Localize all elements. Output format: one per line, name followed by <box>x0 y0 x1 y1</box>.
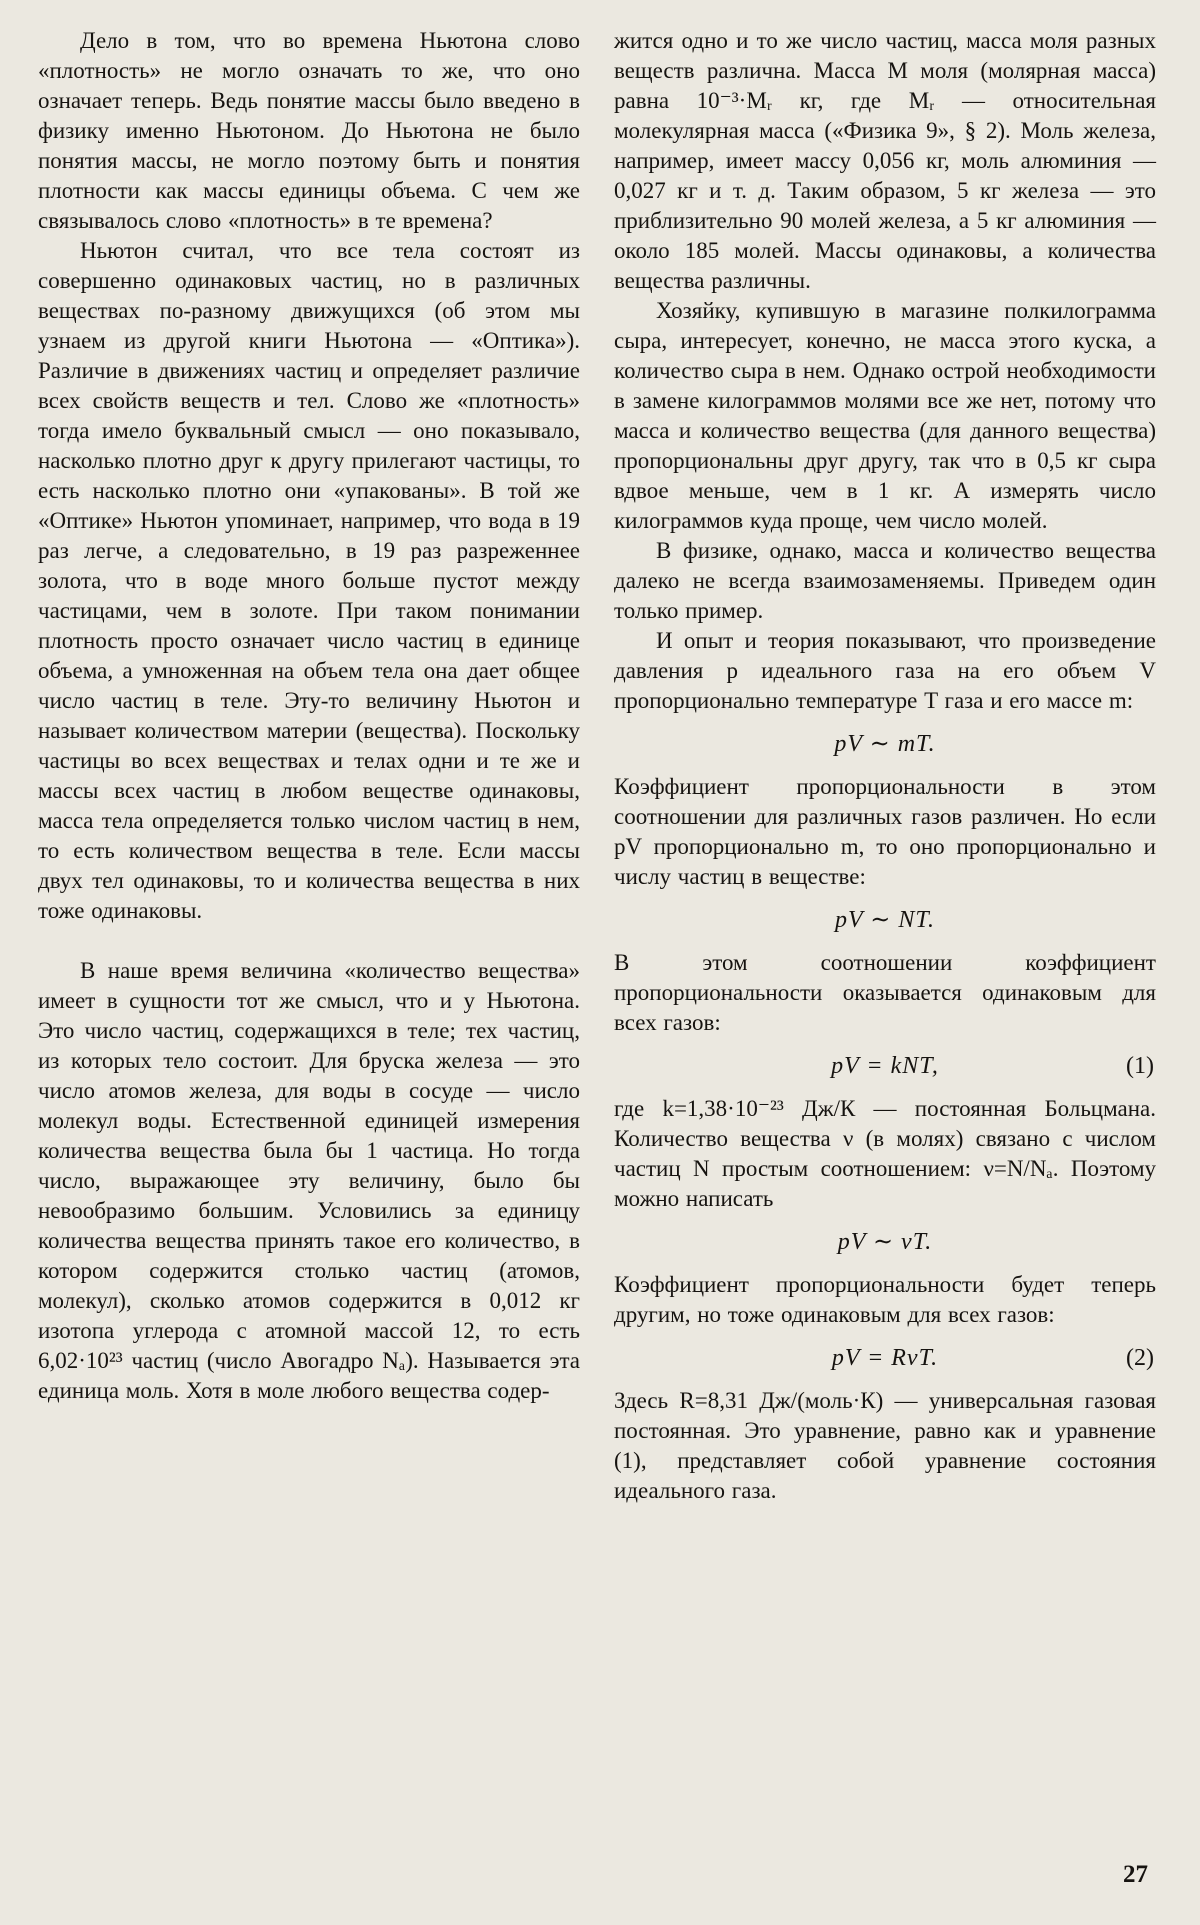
paragraph: В физике, однако, масса и количество вещества далеко не всегда взаимозаменяемы. Приведем один только пример. <box>614 538 1156 623</box>
paragraph: В этом соотношении коэффициент пропорциональности оказывается одинаковым для всех газов: <box>614 950 1156 1035</box>
page-number: 27 <box>1123 1861 1148 1888</box>
left-column <box>38 26 580 1506</box>
formula-text: pV = RνT. <box>831 1345 939 1371</box>
paragraph: где k=1,38·10⁻²³ Дж/К — постоянная Больцмана. Количество вещества ν (в молях) связано с числом частиц N простым соотношением: ν=N/Nₐ. Поэтому можно написать <box>614 1096 1156 1211</box>
equation-pv-knt <box>614 1051 1156 1081</box>
paragraph: Дело в том, что во времена Ньютона слово «плотность» не могло означать то же, что оно означает теперь. Ведь понятие массы было введено в физику именно Ньютоном. До Ньютона не было понятия массы, не могло поэтому быть и понятия плотности как массы единицы объема. С чем же связывалось слово «плотность» в те времена? <box>38 28 580 233</box>
formula-text: pV = kNT, <box>831 1053 939 1079</box>
formula-text: pV ∼ mT. <box>834 731 936 757</box>
equation-number: (1) <box>1126 1053 1154 1079</box>
equation-pv-rnut <box>614 1343 1156 1373</box>
equation-pv-nut <box>614 1227 1156 1257</box>
paragraph: И опыт и теория показывают, что произведение давления p идеального газа на его объем V пропорционально температуре T газа и его массе m: <box>614 628 1156 713</box>
paragraph-continuation: жится одно и то же число частиц, масса моля разных веществ различна. Масса M моля (молярная масса) равна 10⁻³·Mᵣ кг, где Mᵣ — относительная молекулярная масса («Физика 9», § 2). Моль железа, например, имеет массу 0,056 кг, моль алюминия — 0,027 кг и т. д. Таким образом, 5 кг железа — это приблизительно 90 молей железа, а 5 кг алюминия — около 185 молей. Массы одинаковы, а количества вещества различны. <box>614 28 1156 293</box>
two-column-text <box>38 26 1156 1506</box>
formula-text: pV ∼ νT. <box>837 1229 933 1255</box>
paragraph: В наше время величина «количество вещества» имеет в сущности тот же смысл, что и у Ньютона. Это число частиц, содержащихся в теле; тех частиц, из которых тело состоит. Для бруска железа — это число атомов железа, для воды в сосуде — число молекул воды. Естественной единицей измерения количества вещества была бы 1 частица. Но тогда число, выражающее эту величину, было бы невообразимо большим. Условились за единицу количества вещества принять такое его количество, в котором содержится столько частиц (атомов, молекул), сколько атомов содержится в 0,012 кг изотопа углерода с атомной массой 12, то есть 6,02·10²³ частиц (число Авогадро Nₐ). Называется эта единица моль. Хотя в моле любого вещества содер- <box>38 958 580 1403</box>
right-column <box>614 26 1156 1506</box>
formula-text: pV ∼ NT. <box>835 907 935 933</box>
paragraph: Здесь R=8,31 Дж/(моль·К) — универсальная газовая постоянная. Это уравнение, равно как и уравнение (1), представляет собой уравнение состояния идеального газа. <box>614 1388 1156 1503</box>
paragraph: Коэффициент пропорциональности будет теперь другим, но тоже одинаковым для всех газов: <box>614 1272 1156 1327</box>
paragraph: Хозяйку, купившую в магазине полкилограмма сыра, интересует, конечно, не масса этого куска, а количество сыра в нем. Однако острой необходимости в замене килограммов молями все же нет, потому что масса и количество вещества (для данного вещества) пропорциональны друг другу, так что в 0,5 кг сыра вдвое меньше, чем в 1 кг. А измерять число килограммов куда проще, чем число молей. <box>614 298 1156 533</box>
paragraph: Ньютон считал, что все тела состоят из совершенно одинаковых частиц, но в различных веществах по-разному движущихся (об этом мы узнаем из другой книги Ньютона — «Оптика»). Различие в движениях частиц и определяет различие всех свойств веществ и тел. Слово же «плотность» тогда имело буквальный смысл — оно показывало, насколько плотно друг к другу прилегают частицы, то есть насколько плотно они «упакованы». В той же «Оптике» Ньютон упоминает, например, что вода в 19 раз легче, а следовательно, в 19 раз разреженнее золота, что в воде много больше пустот между частицами, чем в золоте. При таком понимании плотность просто означает число частиц в единице объема, а умноженная на объем тела она дает общее число частиц в теле. Эту-то величину Ньютон и называет количеством материи (вещества). Поскольку частицы во всех веществах и телах одни и те же и массы всех частиц в любом веществе одинаковы, масса тела определяется только числом частиц в нем, то есть количеством вещества в теле. Если массы двух тел одинаковы, то и количества вещества в них тоже одинаковы. <box>38 238 580 923</box>
equation-pv-mt <box>614 729 1156 759</box>
equation-number: (2) <box>1126 1345 1154 1371</box>
book-page <box>38 26 1156 1888</box>
paragraph: Коэффициент пропорциональности в этом соотношении для различных газов различен. Но если pV пропорционально m, то оно пропорционально и числу частиц в веществе: <box>614 774 1156 889</box>
equation-pv-nt <box>614 905 1156 935</box>
